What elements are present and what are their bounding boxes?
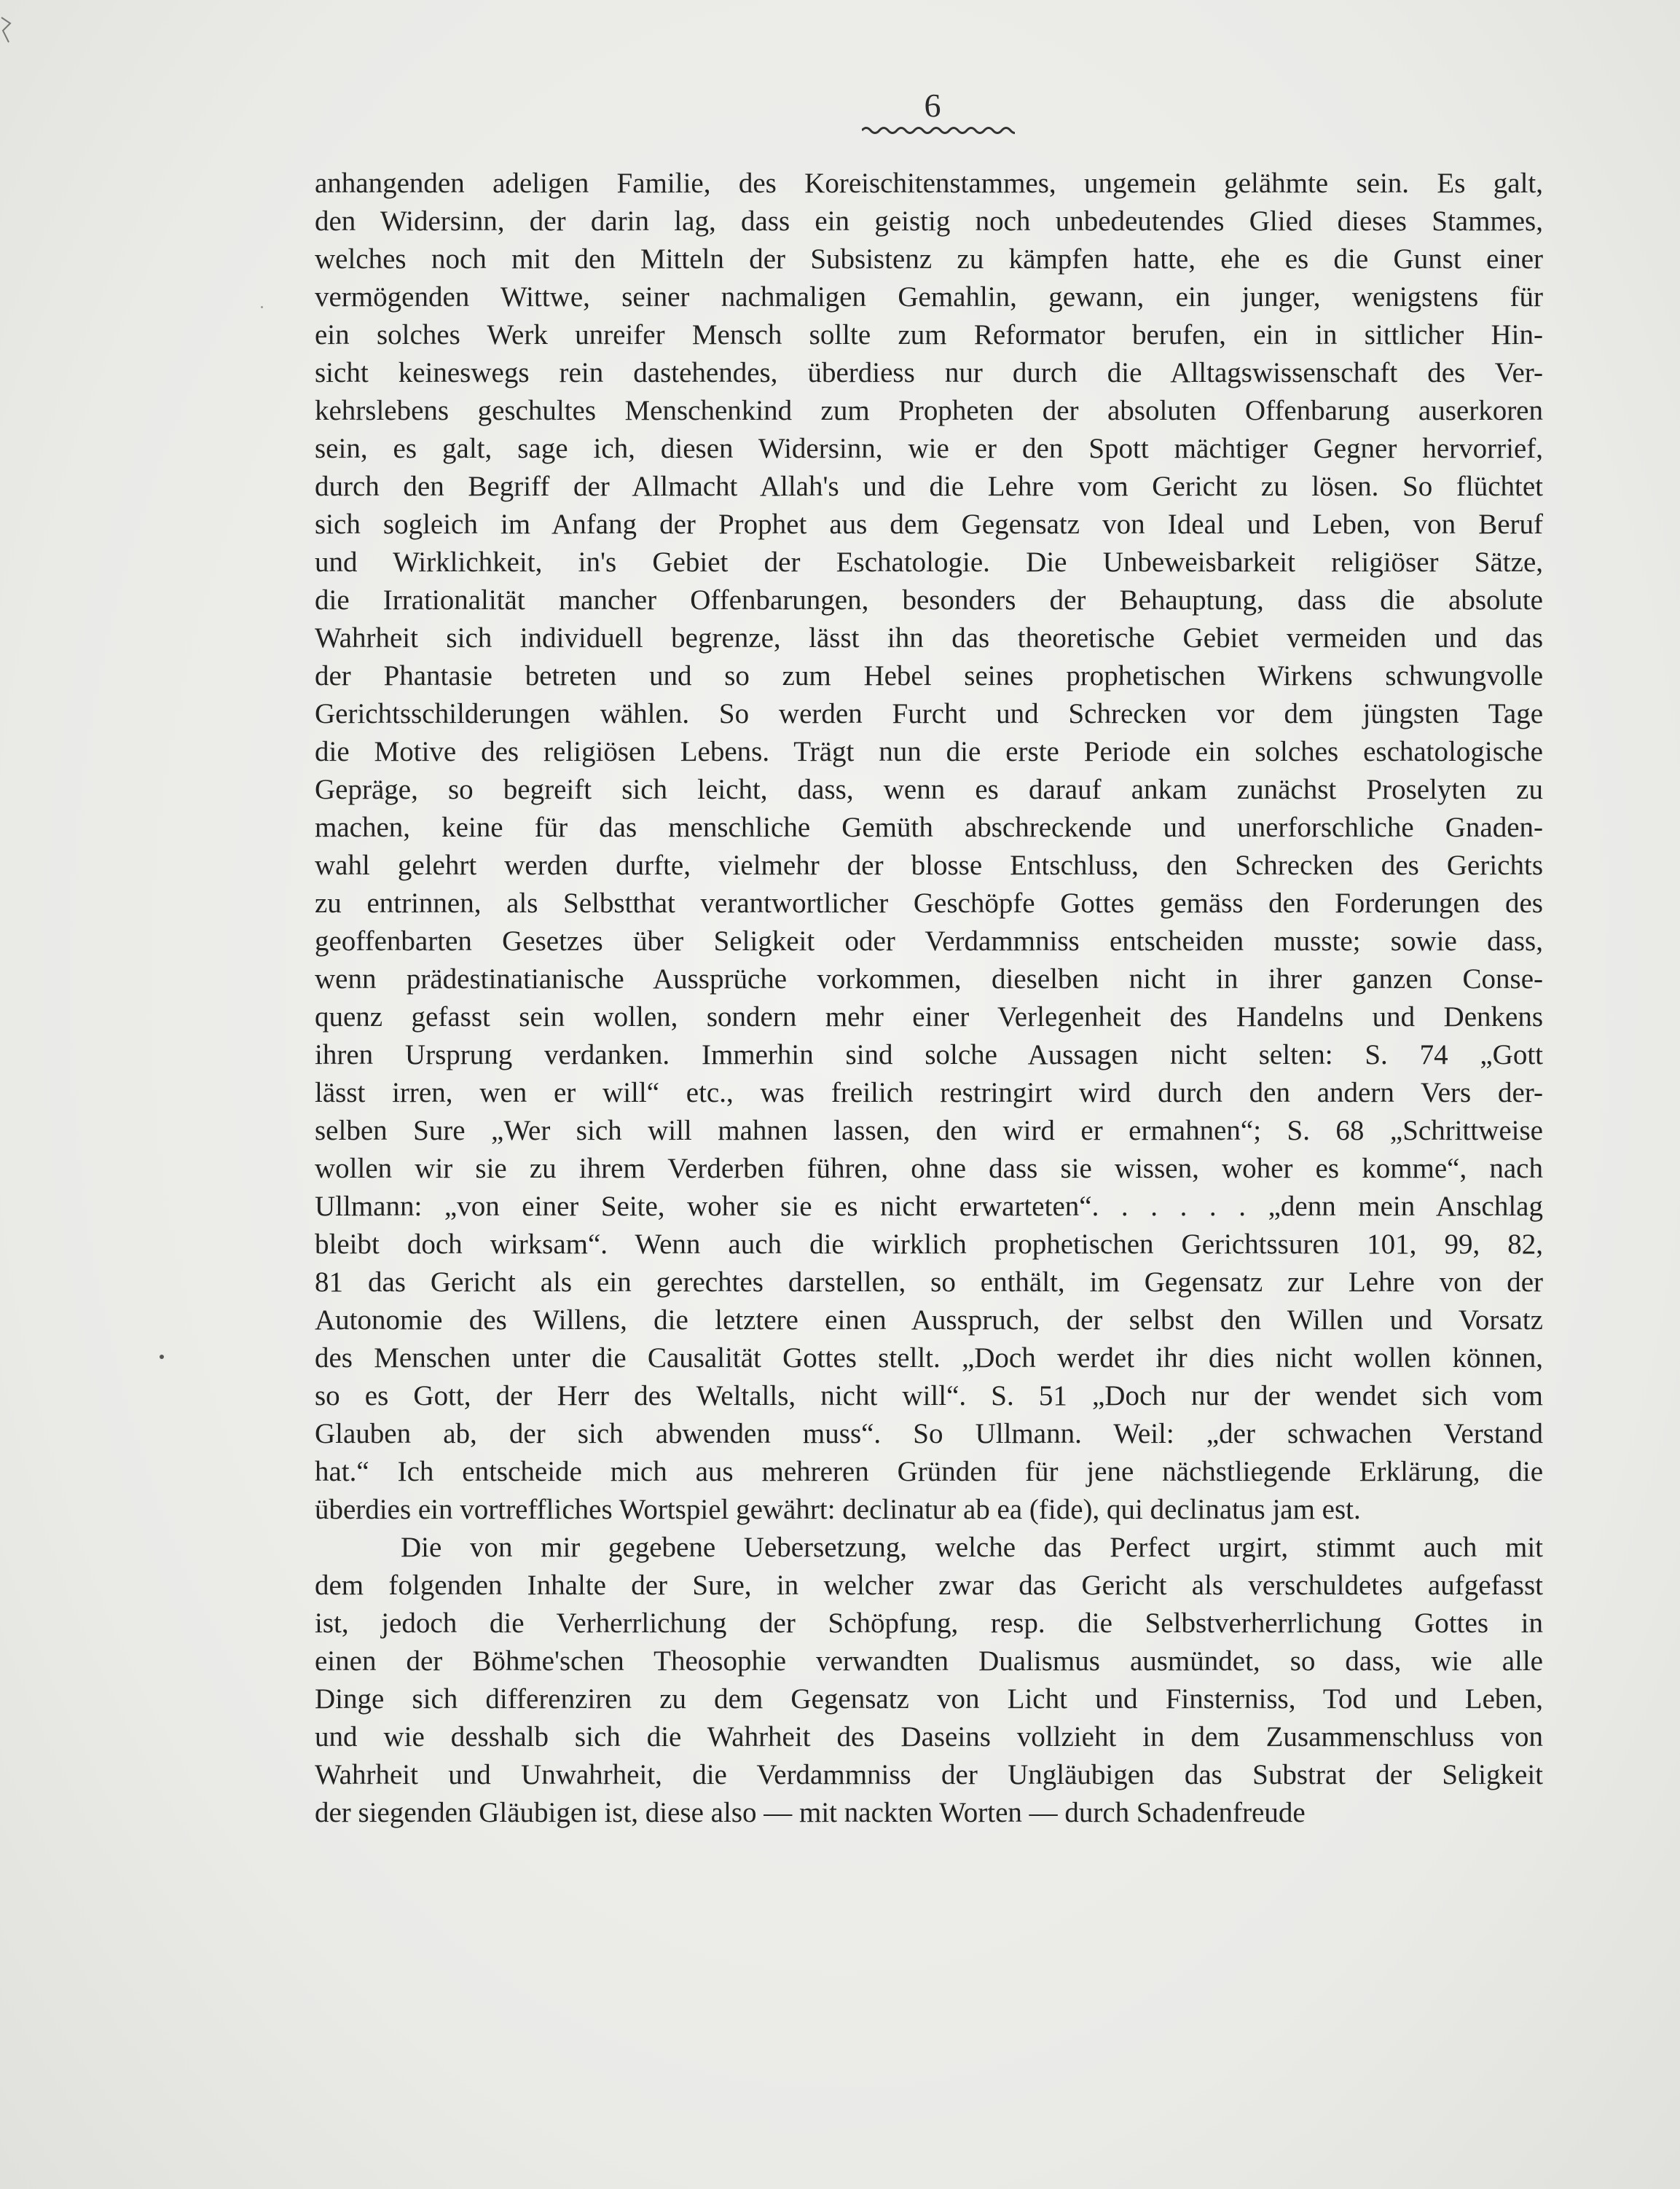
text-line: welches noch mit den Mitteln der Subsistenz zu kämpfen hatte, ehe es die Gunst einer bbox=[315, 243, 1543, 275]
text-line: den Widersinn, der darin lag, dass ein geistig noch unbedeutendes Glied dieses Stammes, bbox=[315, 205, 1543, 237]
page-edge-mark bbox=[0, 16, 13, 45]
text-line: durch den Begriff der Allmacht Allah's und die Lehre vom Gericht zu lösen. So flüchtet bbox=[315, 471, 1543, 502]
text-line: und wie desshalb sich die Wahrheit des Daseins vollzieht in dem Zusammenschluss von bbox=[315, 1721, 1543, 1753]
text-line: überdies ein vortreffliches Wortspiel gewährt: declinatur ab ea (fide), qui declinatus jam est. bbox=[315, 1494, 1361, 1525]
text-line: wahl gelehrt werden durfte, vielmehr der blosse Entschluss, den Schrecken des Gerichts bbox=[315, 850, 1543, 881]
text-line: Gerichtsschilderungen wählen. So werden Furcht und Schrecken vor dem jüngsten Tage bbox=[315, 698, 1543, 729]
text-line: zu entrinnen, als Selbstthat verantwortlicher Geschöpfe Gottes gemäss den Forderungen des bbox=[315, 888, 1543, 919]
text-line: so es Gott, der Herr des Weltalls, nicht will“. S. 51 „Doch nur der wendet sich vom bbox=[315, 1380, 1543, 1411]
text-line: machen, keine für das menschliche Gemüth abschreckende und unerforschliche Gnaden- bbox=[315, 812, 1543, 843]
text-line: geoffenbarten Gesetzes über Seligkeit oder Verdammniss entscheiden musste; sowie dass, bbox=[315, 925, 1543, 957]
text-line: Gepräge, so begreift sich leicht, dass, wenn es darauf ankam zunächst Proselyten zu bbox=[315, 774, 1543, 805]
text-line: des Menschen unter die Causalität Gottes stellt. „Doch werdet ihr dies nicht wollen können, bbox=[315, 1342, 1543, 1374]
text-line: vermögenden Wittwe, seiner nachmaligen Gemahlin, gewann, ein junger, wenigstens für bbox=[315, 281, 1543, 313]
text-line: selben Sure „Wer sich will mahnen lassen, den wird er ermahnen“; S. 68 „Schrittweise bbox=[315, 1115, 1543, 1146]
page-number-ornament bbox=[862, 124, 1015, 137]
text-line: die Motive des religiösen Lebens. Trägt nun die erste Periode ein solches eschatologische bbox=[315, 736, 1543, 767]
text-line: Wahrheit sich individuell begrenze, lässt ihn das theoretische Gebiet vermeiden und das bbox=[315, 622, 1543, 654]
text-line: und Wirklichkeit, in's Gebiet der Eschatologie. Die Unbeweisbarkeit religiöser Sätze, bbox=[315, 547, 1543, 578]
text-line: ist, jedoch die Verherrlichung der Schöpfung, resp. die Selbstverherrlichung Gottes in bbox=[315, 1608, 1543, 1639]
text-line: Wahrheit und Unwahrheit, die Verdammniss der Ungläubigen das Substrat der Seligkeit bbox=[315, 1759, 1543, 1790]
paper-speck bbox=[160, 1355, 164, 1359]
paragraph bbox=[315, 1529, 1543, 1832]
text-line: einen der Böhme'schen Theosophie verwandten Dualismus ausmündet, so dass, wie alle bbox=[315, 1645, 1543, 1677]
text-line: ihren Ursprung verdanken. Immerhin sind solche Aussagen nicht selten: S. 74 „Gott bbox=[315, 1039, 1543, 1070]
text-line: sich sogleich im Anfang der Prophet aus dem Gegensatz von Ideal und Leben, von Beruf bbox=[315, 509, 1543, 540]
text-line: sein, es galt, sage ich, diesen Widersinn, wie er den Spott mächtiger Gegner hervorrief, bbox=[315, 433, 1543, 464]
text-line: Glauben ab, der sich abwenden muss“. So Ullmann. Weil: „der schwachen Verstand bbox=[315, 1418, 1543, 1449]
paper-speck bbox=[261, 306, 263, 308]
text-line: wollen wir sie zu ihrem Verderben führen, ohne dass sie wissen, woher es komme“, nach bbox=[315, 1153, 1543, 1184]
text-line: ein solches Werk unreifer Mensch sollte zum Reformator berufen, ein in sittlicher Hin- bbox=[315, 319, 1543, 351]
text-line: dem folgenden Inhalte der Sure, in welcher zwar das Gericht als verschuldetes aufgefasst bbox=[315, 1570, 1543, 1601]
text-line: quenz gefasst sein wollen, sondern mehr einer Verlegenheit des Handelns und Denkens bbox=[315, 1001, 1543, 1033]
text-line: der Phantasie betreten und so zum Hebel seines prophetischen Wirkens schwungvolle bbox=[315, 660, 1543, 692]
text-line: der siegenden Gläubigen ist, diese also — mit nackten Worten — durch Schadenfreude bbox=[315, 1797, 1306, 1828]
text-line: Dinge sich differenziren zu dem Gegensatz von Licht und Finsterniss, Tod und Leben, bbox=[315, 1683, 1543, 1715]
text-line: lässt irren, wen er will“ etc., was freilich restringirt wird durch den andern Vers der- bbox=[315, 1077, 1543, 1108]
text-line: anhangenden adeligen Familie, des Koreischitenstammes, ungemein gelähmte sein. Es galt, bbox=[315, 168, 1543, 199]
text-line: Autonomie des Willens, die letztere einen Ausspruch, der selbst den Willen und Vorsatz bbox=[315, 1304, 1543, 1336]
text-line: Die von mir gegebene Uebersetzung, welche das Perfect urgirt, stimmt auch mit bbox=[401, 1532, 1543, 1563]
text-line: wenn prädestinatianische Aussprüche vorkommen, dieselben nicht in ihrer ganzen Conse- bbox=[315, 963, 1543, 995]
body-text bbox=[315, 165, 1543, 1832]
text-line: bleibt doch wirksam“. Wenn auch die wirklich prophetischen Gerichtssuren 101, 99, 82, bbox=[315, 1229, 1543, 1260]
paragraph bbox=[315, 165, 1543, 1529]
text-line: 81 das Gericht als ein gerechtes darstellen, so enthält, im Gegensatz zur Lehre von der bbox=[315, 1266, 1543, 1298]
page-number: 6 bbox=[924, 87, 941, 124]
text-line: die Irrationalität mancher Offenbarungen, besonders der Behauptung, dass die absolute bbox=[315, 584, 1543, 616]
text-line: hat.“ Ich entscheide mich aus mehreren Gründen für jene nächstliegende Erklärung, die bbox=[315, 1456, 1543, 1487]
text-line: Ullmann: „von einer Seite, woher sie es nicht erwarteten“. . . . . . „denn mein Anschlag bbox=[315, 1191, 1543, 1222]
text-line: kehrslebens geschultes Menschenkind zum Propheten der absoluten Offenbarung auserkoren bbox=[315, 395, 1543, 426]
text-line: sicht keineswegs rein dastehendes, überdiess nur durch die Alltagswissenschaft des Ver- bbox=[315, 357, 1543, 388]
